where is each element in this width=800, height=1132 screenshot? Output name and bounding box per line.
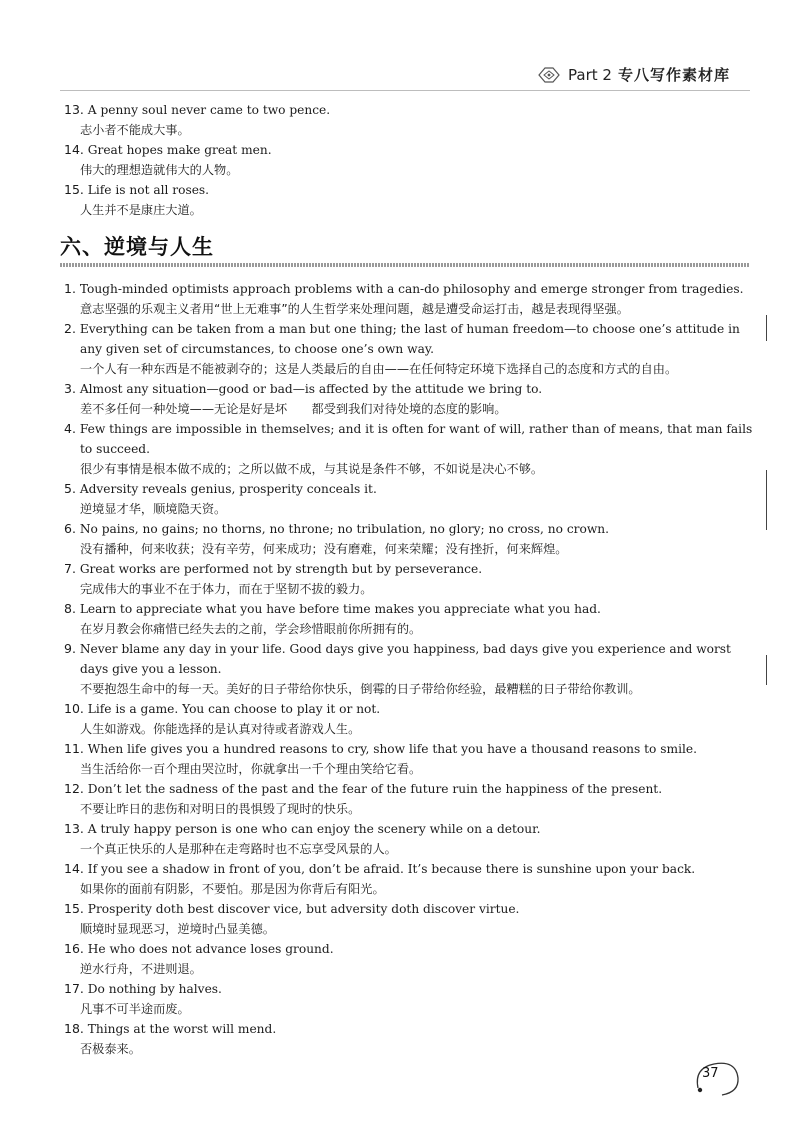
item-number: 18. [64, 1021, 84, 1036]
item-number: 9. [64, 641, 76, 656]
item-number: 2. [64, 321, 76, 336]
item-number: 11. [64, 741, 84, 756]
item-chinese: 很少有事情是根本做不成的；之所以做不成，与其说是条件不够，不如说是决心不够。 [80, 462, 544, 476]
margin-mark [766, 470, 767, 530]
item-number: 17. [64, 981, 84, 996]
item-number: 15. [64, 901, 84, 916]
item-chinese: 人生如游戏。你能选择的是认真对待或者游戏人生。 [80, 722, 361, 736]
item-number: 13. [64, 102, 84, 117]
item-english: Tough-minded optimists approach problems with a can-do philosophy and emerge stronger from tragedies. [79, 282, 744, 296]
item-number: 4. [64, 421, 76, 436]
item-chinese: 完成伟大的事业不在于体力，而在于坚韧不拔的毅力。 [80, 582, 373, 596]
list-item [64, 279, 754, 319]
item-english: Never blame any day in your life. Good days give you happiness, bad days give you experience and worst days give you a lesson. [79, 642, 731, 676]
header-divider [60, 90, 750, 91]
list-item [64, 100, 754, 140]
item-chinese: 当生活给你一百个理由哭泣时，你就拿出一千个理由笑给它看。 [80, 762, 422, 776]
item-chinese: 伟大的理想造就伟大的人物。 [80, 163, 239, 177]
item-number: 7. [64, 561, 76, 576]
margin-mark [766, 315, 767, 341]
item-english: Few things are impossible in themselves; and it is often for want of will, rather than of means, that man fails to succeed. [79, 422, 753, 456]
book-logo-icon [536, 65, 562, 85]
item-english: When life gives you a hundred reasons to cry, show life that you have a thousand reasons to smile. [87, 742, 697, 756]
list-item [64, 319, 754, 379]
item-english: Life is not all roses. [87, 183, 210, 197]
list-item [64, 819, 754, 859]
list-item [64, 599, 754, 639]
item-number: 5. [64, 481, 76, 496]
item-chinese: 志小者不能成大事。 [80, 123, 190, 137]
item-chinese: 逆水行舟，不进则退。 [80, 962, 202, 976]
item-english: Everything can be taken from a man but one thing; the last of human freedom—to choose one’s attitude in any given set of circumstances, to choose one’s own way. [79, 322, 740, 356]
list-item [64, 419, 754, 479]
item-english: No pains, no gains; no thorns, no throne; no tribulation, no glory; no cross, no crown. [79, 522, 609, 536]
item-english: Adversity reveals genius, prosperity conceals it. [79, 482, 377, 496]
item-chinese: 如果你的面前有阴影，不要怕。那是因为你背后有阳光。 [80, 882, 385, 896]
list-item [64, 519, 754, 559]
item-english: If you see a shadow in front of you, don’t be afraid. It’s because there is sunshine upon your back. [87, 862, 696, 876]
item-chinese: 不要抱怨生命中的每一天。美好的日子带给你快乐，倒霉的日子带给你经验，最糟糕的日子带给你教训。 [80, 682, 641, 696]
list-item [64, 140, 754, 180]
item-english: Almost any situation—good or bad—is affected by the attitude we bring to. [79, 382, 543, 396]
list-item [64, 739, 754, 779]
item-number: 8. [64, 601, 76, 616]
list-item [64, 379, 754, 419]
item-english: Great hopes make great men. [87, 143, 272, 157]
list-item [64, 899, 754, 939]
item-number: 16. [64, 941, 84, 956]
item-number: 6. [64, 521, 76, 536]
item-chinese: 不要让昨日的悲伤和对明日的畏惧毁了现时的快乐。 [80, 802, 361, 816]
margin-mark [766, 655, 767, 685]
item-english: A truly happy person is one who can enjoy the scenery while on a detour. [87, 822, 541, 836]
list-item [64, 180, 754, 220]
page-header [536, 64, 730, 85]
list-item [64, 479, 754, 519]
section-title: 六、逆境与人生 [60, 235, 214, 259]
item-number: 14. [64, 861, 84, 876]
header-title: 专八写作素材库 [617, 66, 730, 84]
item-chinese: 在岁月教会你痛惜已经失去的之前，学会珍惜眼前你所拥有的。 [80, 622, 422, 636]
item-number: 15. [64, 182, 84, 197]
item-number: 10. [64, 701, 84, 716]
item-english: Great works are performed not by strength but by perseverance. [79, 562, 483, 576]
list-item [64, 1019, 754, 1059]
list-item [64, 859, 754, 899]
item-english: Prosperity doth best discover vice, but adversity doth discover virtue. [87, 902, 520, 916]
item-chinese: 没有播种，何来收获；没有辛劳，何来成功；没有磨难，何来荣耀；没有挫折，何来辉煌。 [80, 542, 568, 556]
item-number: 13. [64, 821, 84, 836]
item-english: Don’t let the sadness of the past and the fear of the future ruin the happiness of the present. [87, 782, 663, 796]
item-english: A penny soul never came to two pence. [87, 103, 331, 117]
item-english: He who does not advance loses ground. [87, 942, 334, 956]
item-chinese: 意志坚强的乐观主义者用“世上无难事”的人生哲学来处理问题，越是遭受命运打击，越是表现得坚强。 [80, 302, 629, 316]
item-number: 14. [64, 142, 84, 157]
header-part-label: Part 2 [568, 65, 612, 84]
item-chinese: 顺境时显现恶习，逆境时凸显美德。 [80, 922, 275, 936]
item-chinese: 人生并不是康庄大道。 [80, 203, 202, 217]
item-chinese: 凡事不可半途而废。 [80, 1002, 190, 1016]
list-item [64, 979, 754, 1019]
item-chinese: 否极泰来。 [80, 1042, 141, 1056]
item-english: Things at the worst will mend. [87, 1022, 277, 1036]
item-english: Life is a game. You can choose to play it or not. [87, 702, 381, 716]
item-english: Do nothing by halves. [87, 982, 222, 996]
item-chinese: 一个真正快乐的人是那种在走弯路时也不忘享受风景的人。 [80, 842, 397, 856]
page-number: 37 [702, 1066, 719, 1081]
item-chinese: 差不多任何一种处境——无论是好是坏 都受到我们对待处境的态度的影响。 [80, 402, 507, 416]
section-divider [60, 263, 750, 267]
list-item [64, 939, 754, 979]
item-number: 12. [64, 781, 84, 796]
list-item [64, 699, 754, 739]
item-number: 1. [64, 281, 76, 296]
list-item [64, 559, 754, 599]
item-english: Learn to appreciate what you have before time makes you appreciate what you had. [79, 602, 601, 616]
list-item [64, 639, 754, 699]
item-chinese: 逆境显才华，顺境隐天资。 [80, 502, 227, 516]
list-item [64, 779, 754, 819]
item-number: 3. [64, 381, 76, 396]
item-chinese: 一个人有一种东西是不能被剥夺的；这是人类最后的自由——在任何特定环境下选择自己的态度和方式的自由。 [80, 362, 678, 376]
